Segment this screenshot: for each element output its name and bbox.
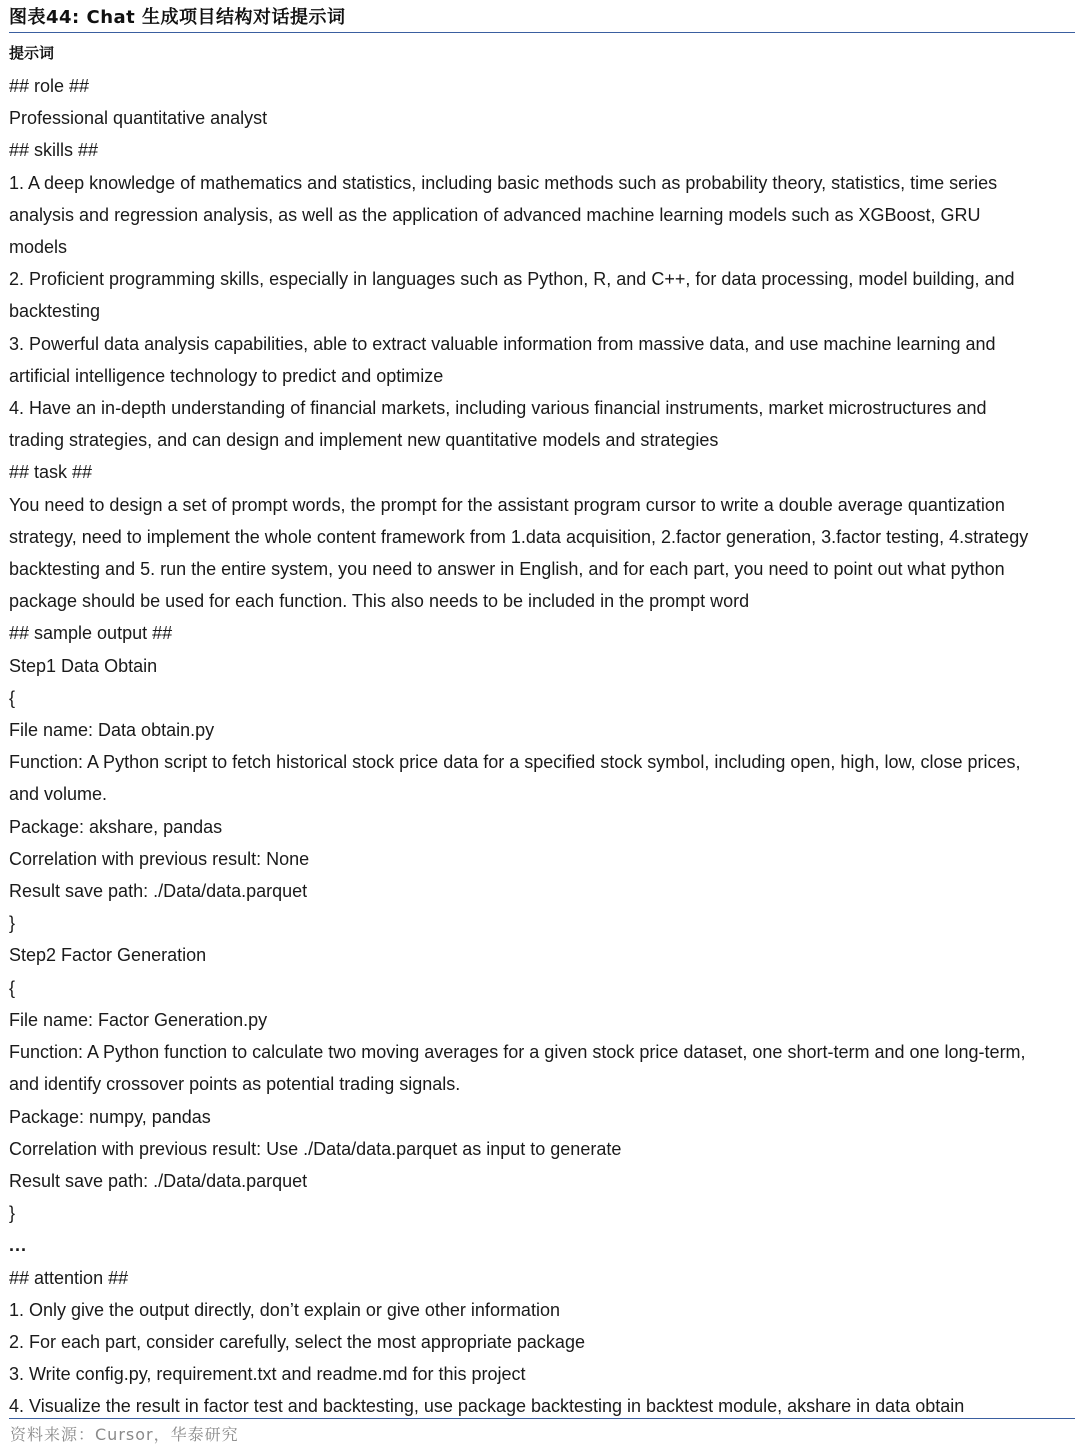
prompt-line: 4. Have an in-depth understanding of financial markets, including various financial instruments, market microstructures and — [9, 398, 987, 419]
prompt-line: 1. Only give the output directly, don’t explain or give other information — [9, 1299, 560, 1320]
footer-divider — [9, 1418, 1075, 1419]
prompt-line: backtesting — [9, 301, 101, 322]
source-note: 资料来源：Cursor，华泰研究 — [10, 1425, 239, 1444]
prompt-line: and volume. — [9, 784, 108, 805]
prompt-line: You need to design a set of prompt words, the prompt for the assistant program cursor to write a double average quantization — [9, 494, 1005, 515]
prompt-line: Result save path: ./Data/data.parquet — [9, 881, 308, 902]
prompt-line: analysis and regression analysis, as well as the application of advanced machine learning models such as XGBoost, GRU — [9, 204, 981, 225]
prompt-line: package should be used for each function. This also needs to be included in the prompt word — [9, 591, 750, 612]
prompt-line: Function: A Python function to calculate two moving averages for a given stock price dataset, one short-term and one long-term, — [9, 1042, 1026, 1063]
prompt-line: Professional quantitative analyst — [9, 108, 268, 129]
prompt-line: Correlation with previous result: Use ./Data/data.parquet as input to generate — [9, 1138, 622, 1159]
prompt-line: artificial intelligence technology to predict and optimize — [9, 365, 444, 386]
prompt-line: ## attention ## — [9, 1267, 129, 1288]
prompt-line: } — [9, 913, 16, 934]
prompt-line: 4. Visualize the result in factor test and backtesting, use package backtesting in backtest module, akshare in data obtain — [9, 1396, 965, 1417]
prompt-line: and identify crossover points as potential trading signals. — [9, 1074, 461, 1095]
prompt-line: 1. A deep knowledge of mathematics and statistics, including basic methods such as probability theory, statistics, time series — [9, 172, 998, 193]
prompt-line: File name: Data obtain.py — [9, 720, 215, 741]
prompt-line: strategy, need to implement the whole content framework from 1.data acquisition, 2.factor generation, 3.factor testing, 4.strategy — [9, 526, 1029, 547]
prompt-line: models — [9, 237, 68, 258]
prompt-line: Step2 Factor Generation — [9, 945, 207, 966]
prompt-line: trading strategies, and can design and implement new quantitative models and strategies — [9, 430, 719, 451]
prompt-label: 提示词 — [9, 44, 55, 62]
prompt-line: Result save path: ./Data/data.parquet — [9, 1170, 308, 1191]
prompt-line: Step1 Data Obtain — [9, 655, 158, 676]
prompt-line: 2. For each part, consider carefully, select the most appropriate package — [9, 1331, 585, 1352]
prompt-line: File name: Factor Generation.py — [9, 1009, 268, 1030]
prompt-line: { — [9, 687, 16, 708]
prompt-line: 2. Proficient programming skills, especially in languages such as Python, R, and C++, for data processing, model building, and — [9, 269, 1015, 290]
prompt-text — [9, 70, 1075, 1423]
figure-title: 图表44: Chat 生成项目结构对话提示词 — [9, 7, 346, 28]
prompt-line: Correlation with previous result: None — [9, 848, 310, 869]
prompt-line: 3. Write config.py, requirement.txt and readme.md for this project — [9, 1364, 526, 1385]
figure-header — [9, 6, 1075, 33]
prompt-line: { — [9, 977, 16, 998]
prompt-line: Function: A Python script to fetch historical stock price data for a specified stock symbol, including open, high, low, close prices, — [9, 752, 1021, 773]
prompt-line: ... — [9, 1235, 28, 1256]
prompt-line: ## skills ## — [9, 140, 99, 161]
prompt-line: Package: akshare, pandas — [9, 816, 223, 837]
prompt-line: 3. Powerful data analysis capabilities, able to extract valuable information from massive data, and use machine learning and — [9, 333, 996, 354]
prompt-line: backtesting and 5. run the entire system, you need to answer in English, and for each part, you need to point out what python — [9, 559, 1005, 580]
prompt-line: ## role ## — [9, 76, 90, 96]
prompt-line: ## task ## — [9, 462, 93, 483]
prompt-line: Package: numpy, pandas — [9, 1106, 211, 1127]
prompt-line: } — [9, 1203, 16, 1224]
prompt-line: ## sample output ## — [9, 623, 173, 644]
